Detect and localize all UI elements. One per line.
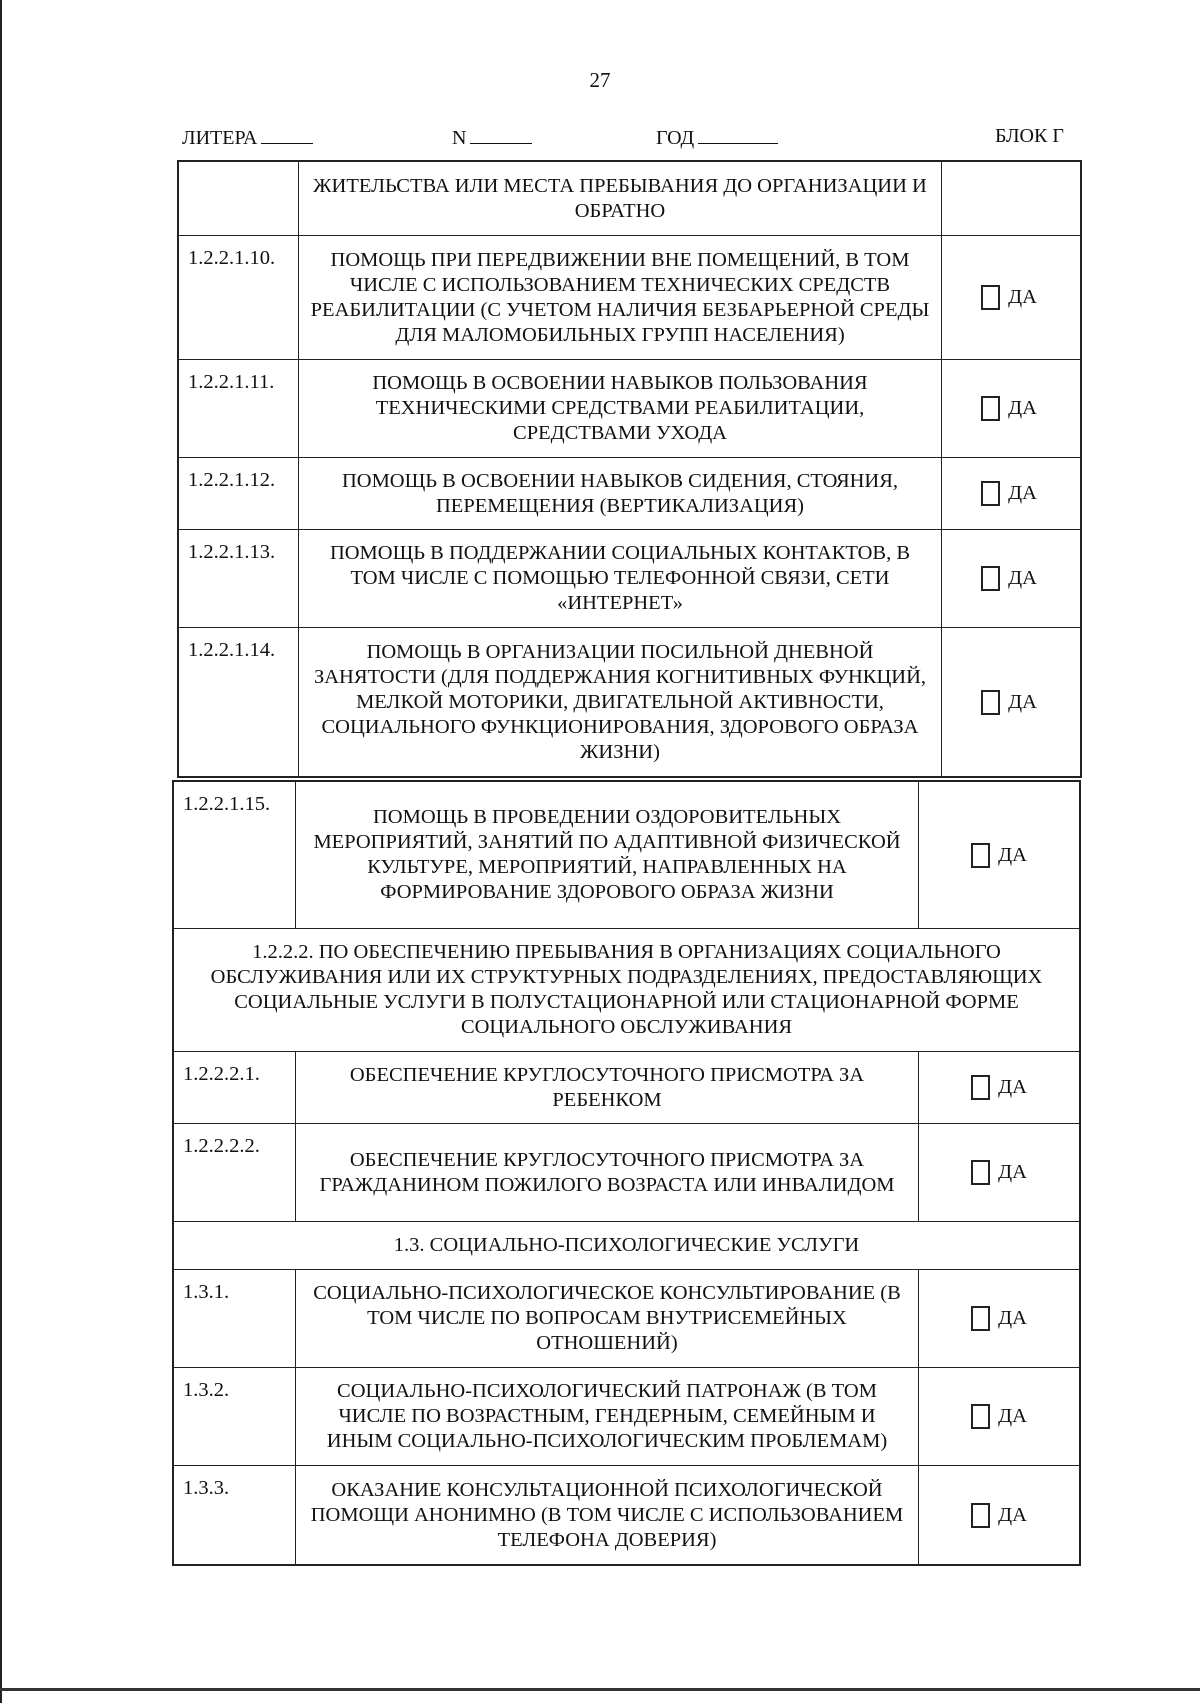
- checkbox-label: ДА: [1008, 397, 1037, 419]
- checkbox-label: ДА: [998, 1503, 1027, 1526]
- checkbox-label: ДА: [1008, 482, 1037, 504]
- checkbox-label: ДА: [1008, 567, 1037, 589]
- row-number: 1.2.2.1.11.: [188, 371, 275, 393]
- checkbox[interactable]: [971, 843, 990, 868]
- table-row: [179, 458, 1080, 530]
- row-text: ПОМОЩЬ В ПОДДЕРЖАНИИ СОЦИАЛЬНЫХ КОНТАКТОВ, В ТОМ ЧИСЛЕ С ПОМОЩЬЮ ТЕЛЕФОННОЙ СВЯЗИ, СЕТИ «ИНТЕРНЕТ»: [298, 530, 942, 627]
- table-row: [174, 782, 1079, 929]
- row-check: [938, 628, 1080, 776]
- table-row: [179, 236, 1080, 360]
- services-table-bottom: [172, 780, 1081, 1566]
- table-row: [174, 1124, 1079, 1222]
- year-blank[interactable]: [698, 125, 778, 144]
- row-text: СОЦИАЛЬНО-ПСИХОЛОГИЧЕСКИЙ ПАТРОНАЖ (В ТОМ ЧИСЛЕ ПО ВОЗРАСТНЫМ, ГЕНДЕРНЫМ, СЕМЕЙНЫМ И ИНЫМ СОЦИАЛЬНО-ПСИХОЛОГИЧЕСКИМ ПРОБЛЕМАМ): [295, 1368, 919, 1465]
- table-row: [179, 530, 1080, 628]
- checkbox-label: ДА: [998, 1405, 1027, 1427]
- table-row: [174, 1052, 1079, 1124]
- row-number: 1.3.1.: [183, 1281, 230, 1303]
- litera-label: ЛИТЕРА: [182, 127, 258, 149]
- row-number: [179, 162, 298, 235]
- row-text: ОКАЗАНИЕ КОНСУЛЬТАЦИОННОЙ ПСИХОЛОГИЧЕСКОЙ ПОМОЩИ АНОНИМНО (В ТОМ ЧИСЛЕ С ИСПОЛЬЗОВАНИЕМ ТЕЛЕФОНА ДОВЕРИЯ): [295, 1466, 919, 1564]
- checkbox-label: ДА: [998, 843, 1027, 866]
- row-check: [919, 782, 1079, 928]
- table-row: [174, 1270, 1079, 1368]
- row-check: [938, 360, 1080, 457]
- section-heading: 1.3. СОЦИАЛЬНО-ПСИХОЛОГИЧЕСКИЕ УСЛУГИ: [174, 1222, 1079, 1270]
- table-row: [174, 1368, 1079, 1466]
- row-text: ПОМОЩЬ В ОСВОЕНИИ НАВЫКОВ СИДЕНИЯ, СТОЯНИЯ, ПЕРЕМЕЩЕНИЯ (ВЕРТИКАЛИЗАЦИЯ): [298, 458, 942, 529]
- row-number: 1.2.2.1.10.: [188, 247, 276, 269]
- section-heading: 1.2.2.2. ПО ОБЕСПЕЧЕНИЮ ПРЕБЫВАНИЯ В ОРГАНИЗАЦИЯХ СОЦИАЛЬНОГО ОБСЛУЖИВАНИЯ ИЛИ ИХ СТРУКТУРНЫХ ПОДРАЗДЕЛЕНИЯХ, ПРЕДОСТАВЛЯЮЩИХ СОЦИАЛЬНЫЕ УСЛУГИ В ПОЛУСТАЦИОНАРНОЙ ИЛИ СТАЦИОНАРНОЙ ФОРМЕ СОЦИАЛЬНОГО ОБСЛУЖИВАНИЯ: [174, 929, 1079, 1052]
- checkbox-label: ДА: [998, 1076, 1027, 1098]
- row-check: [938, 458, 1080, 529]
- checkbox[interactable]: [971, 1503, 990, 1528]
- checkbox-label: ДА: [1008, 690, 1037, 713]
- checkbox-label: ДА: [998, 1307, 1027, 1329]
- year-label: ГОД: [656, 127, 695, 149]
- scan-edge: [0, 0, 2, 1703]
- row-number: 1.2.2.1.13.: [188, 541, 276, 563]
- row-text: ЖИТЕЛЬСТВА ИЛИ МЕСТА ПРЕБЫВАНИЯ ДО ОРГАНИЗАЦИИ И ОБРАТНО: [298, 162, 942, 235]
- row-number: 1.3.3.: [183, 1477, 230, 1499]
- row-check: [919, 1368, 1079, 1465]
- row-number: 1.2.2.1.14.: [188, 639, 276, 661]
- row-check: [938, 530, 1080, 627]
- litera-blank[interactable]: [261, 125, 313, 144]
- row-text: ПОМОЩЬ В ПРОВЕДЕНИИ ОЗДОРОВИТЕЛЬНЫХ МЕРОПРИЯТИЙ, ЗАНЯТИЙ ПО АДАПТИВНОЙ ФИЗИЧЕСКОЙ КУЛЬТУРЕ, МЕРОПРИЯТИЙ, НАПРАВЛЕННЫХ НА ФОРМИРОВАНИЕ ЗДОРОВОГО ОБРАЗА ЖИЗНИ: [295, 782, 919, 928]
- table-row: [174, 1466, 1079, 1564]
- row-text: ПОМОЩЬ ПРИ ПЕРЕДВИЖЕНИИ ВНЕ ПОМЕЩЕНИЙ, В ТОМ ЧИСЛЕ С ИСПОЛЬЗОВАНИЕМ ТЕХНИЧЕСКИХ СРЕДСТВ РЕАБИЛИТАЦИИ (С УЧЕТОМ НАЛИЧИЯ БЕЗБАРЬЕРНОЙ СРЕДЫ ДЛЯ МАЛОМОБИЛЬНЫХ ГРУПП НАСЕЛЕНИЯ): [298, 236, 942, 359]
- checkbox-label: ДА: [1008, 286, 1037, 308]
- row-check: [938, 236, 1080, 359]
- checkbox[interactable]: [971, 1075, 990, 1100]
- scan-edge-bottom: [0, 1688, 1200, 1691]
- checkbox[interactable]: [971, 1404, 990, 1429]
- row-text: ОБЕСПЕЧЕНИЕ КРУГЛОСУТОЧНОГО ПРИСМОТРА ЗА РЕБЕНКОМ: [295, 1052, 919, 1123]
- table-row: [179, 162, 1080, 236]
- checkbox[interactable]: [981, 285, 1000, 310]
- services-table-top: [177, 160, 1082, 778]
- checkbox[interactable]: [981, 690, 1000, 715]
- checkbox[interactable]: [971, 1160, 990, 1185]
- row-check: [919, 1052, 1079, 1123]
- row-text: ПОМОЩЬ В ОРГАНИЗАЦИИ ПОСИЛЬНОЙ ДНЕВНОЙ ЗАНЯТОСТИ (ДЛЯ ПОДДЕРЖАНИЯ КОГНИТИВНЫХ ФУНКЦИЙ, МЕЛКОЙ МОТОРИКИ, ДВИГАТЕЛЬНОЙ АКТИВНОСТИ, СОЦИАЛЬНОГО ФУНКЦИОНИРОВАНИЯ, ЗДОРОВОГО ОБРАЗА ЖИЗНИ): [298, 628, 942, 776]
- number-blank[interactable]: [470, 125, 532, 144]
- row-check: [919, 1270, 1079, 1367]
- row-number: 1.3.2.: [183, 1379, 230, 1401]
- page-number: 27: [589, 68, 611, 92]
- checkbox-label: ДА: [998, 1161, 1027, 1183]
- row-text: СОЦИАЛЬНО-ПСИХОЛОГИЧЕСКОЕ КОНСУЛЬТИРОВАНИЕ (В ТОМ ЧИСЛЕ ПО ВОПРОСАМ ВНУТРИСЕМЕЙНЫХ ОТНОШЕНИЙ): [295, 1270, 919, 1367]
- number-label: N: [452, 127, 467, 149]
- year-field: [656, 125, 778, 149]
- row-number: 1.2.2.1.15.: [183, 793, 271, 815]
- row-number: 1.2.2.2.1.: [183, 1063, 260, 1085]
- block-label: БЛОК Г: [995, 125, 1064, 147]
- checkbox[interactable]: [971, 1306, 990, 1331]
- row-check: [938, 162, 1080, 235]
- row-number: 1.2.2.1.12.: [188, 469, 276, 491]
- row-check: [919, 1466, 1079, 1564]
- checkbox[interactable]: [981, 566, 1000, 591]
- litera-field: [182, 125, 313, 149]
- row-text: ОБЕСПЕЧЕНИЕ КРУГЛОСУТОЧНОГО ПРИСМОТРА ЗА ГРАЖДАНИНОМ ПОЖИЛОГО ВОЗРАСТА ИЛИ ИНВАЛИДОМ: [295, 1124, 919, 1221]
- table-row: [179, 628, 1080, 776]
- row-text: ПОМОЩЬ В ОСВОЕНИИ НАВЫКОВ ПОЛЬЗОВАНИЯ ТЕХНИЧЕСКИМИ СРЕДСТВАМИ РЕАБИЛИТАЦИИ, СРЕДСТВАМИ УХОДА: [298, 360, 942, 457]
- checkbox[interactable]: [981, 481, 1000, 506]
- table-row: [179, 360, 1080, 458]
- checkbox[interactable]: [981, 396, 1000, 421]
- number-field: [452, 125, 532, 149]
- row-number: 1.2.2.2.2.: [183, 1135, 260, 1157]
- row-check: [919, 1124, 1079, 1221]
